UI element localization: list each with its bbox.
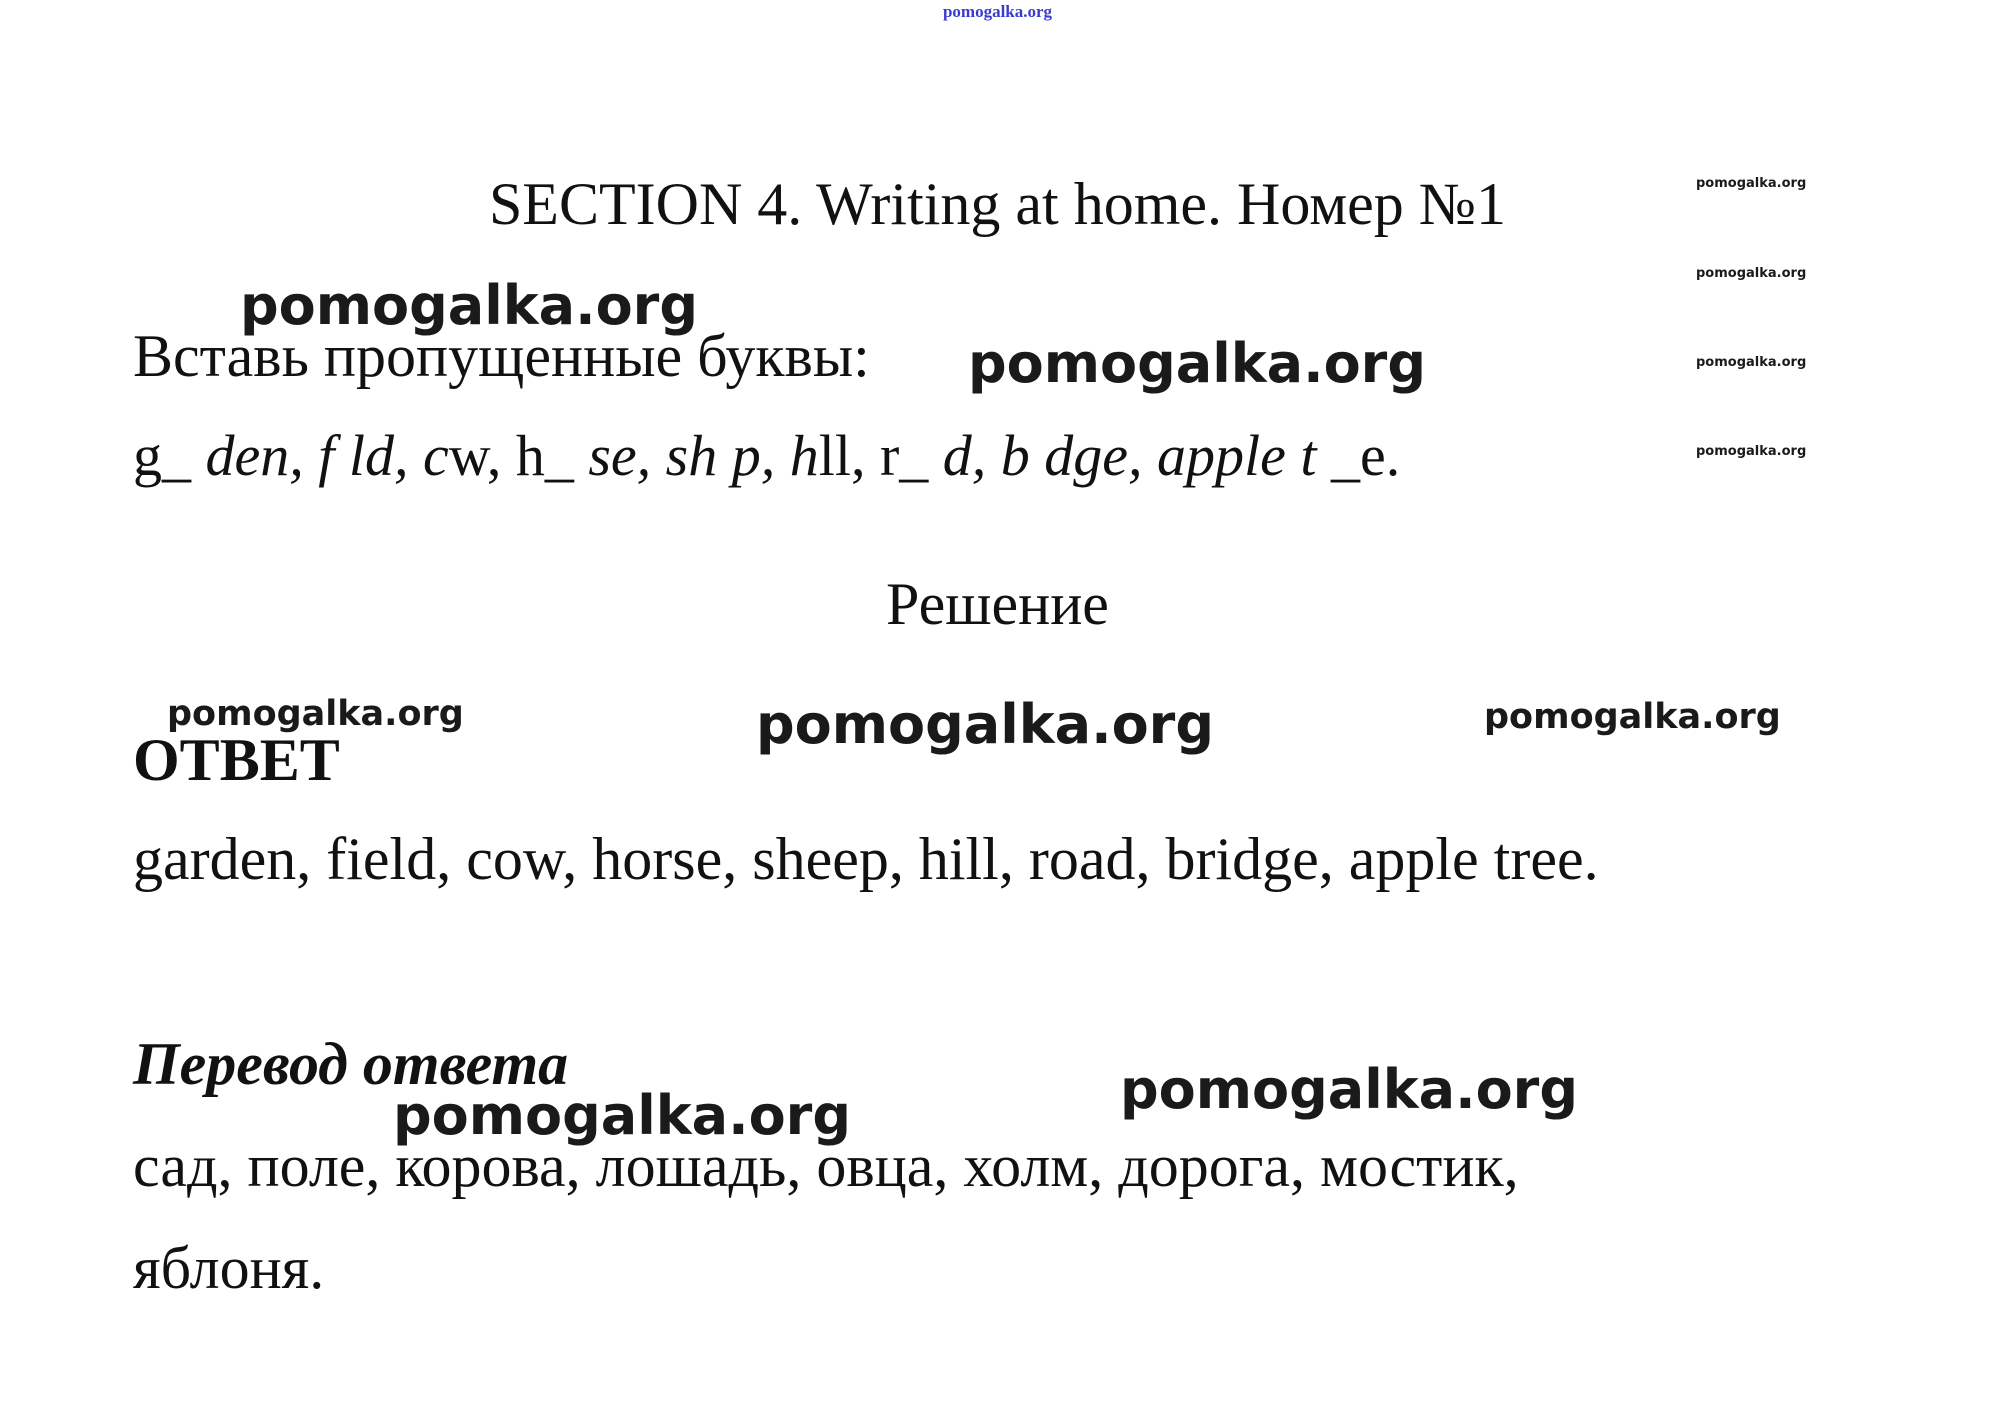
translation-heading: Перевод ответа <box>133 1031 569 1097</box>
watermark: pomogalka.org <box>393 1084 851 1147</box>
exercise-part-italic: d, b dge, apple t <box>942 423 1331 488</box>
watermark: pomogalka.org <box>240 274 698 337</box>
page-title: SECTION 4. Writing at home. Номер №1 <box>488 171 1507 237</box>
watermark: pomogalka.org <box>1696 444 1807 459</box>
exercise-part: ll, r_ <box>818 423 943 488</box>
task-text: Вставь пропущенные буквы: <box>133 323 870 389</box>
watermark: pomogalka.org <box>167 694 464 734</box>
watermark: pomogalka.org <box>1120 1058 1578 1121</box>
watermark: pomogalka.org <box>968 332 1426 395</box>
exercise-part: w, h_ <box>448 423 589 488</box>
watermark: pomogalka.org <box>1696 355 1807 370</box>
watermark: pomogalka.org <box>1484 697 1781 737</box>
exercise-line <box>133 420 1400 492</box>
exercise-part: g_ <box>133 423 206 488</box>
answer-text: garden, field, cow, horse, sheep, hill, road, bridge, apple tree. <box>133 826 1599 892</box>
exercise-part: _e. <box>1331 423 1401 488</box>
translation-line-1: сад, поле, корова, лошадь, овца, холм, дорога, мостик, <box>133 1133 1519 1199</box>
solution-heading: Решение <box>886 571 1109 637</box>
answer-heading: ОТВЕТ <box>133 727 340 793</box>
exercise-part-italic: se, sh p, h <box>588 423 819 488</box>
top-watermark: pomogalka.org <box>942 2 1053 21</box>
watermark: pomogalka.org <box>1696 176 1807 191</box>
translation-line-2: яблоня. <box>133 1235 325 1301</box>
exercise-part-italic: den, f ld, c <box>205 423 449 488</box>
watermark: pomogalka.org <box>1696 266 1807 281</box>
watermark: pomogalka.org <box>756 693 1214 756</box>
